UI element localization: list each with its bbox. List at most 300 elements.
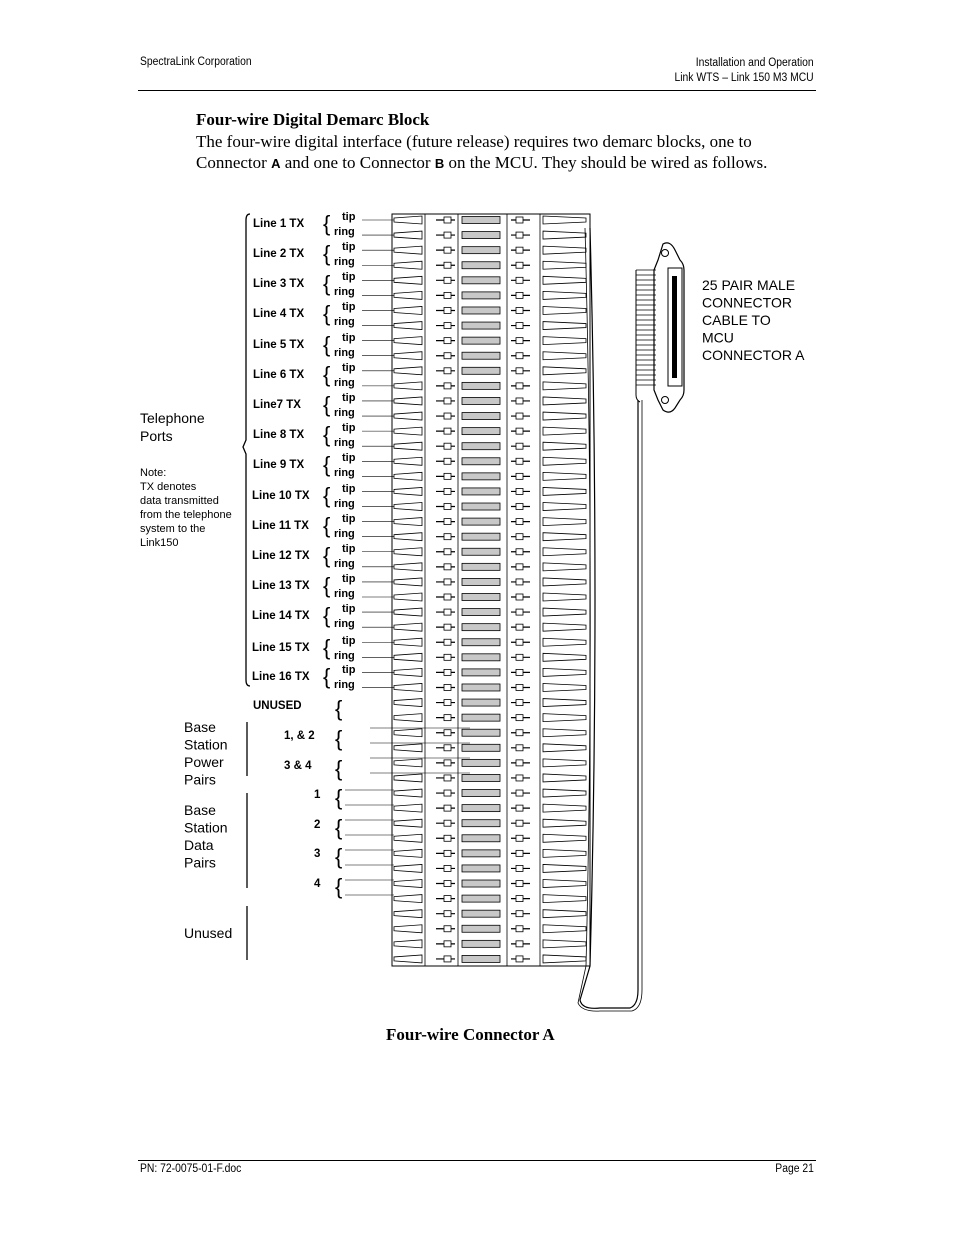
bridge-clip bbox=[462, 292, 500, 299]
bridge-clip bbox=[462, 594, 500, 601]
left-terminal-lug bbox=[444, 926, 451, 932]
cable-run bbox=[580, 228, 638, 1008]
left-terminal-lug bbox=[444, 564, 451, 570]
bridge-clip bbox=[462, 774, 500, 781]
right-clip bbox=[543, 246, 586, 254]
right-terminal-lug bbox=[516, 881, 523, 887]
bridge-clip bbox=[462, 639, 500, 646]
pair-brace: { bbox=[335, 844, 343, 869]
bridge-clip bbox=[462, 232, 500, 239]
right-clip bbox=[543, 849, 586, 857]
pair-brace: { bbox=[323, 392, 331, 417]
right-clip bbox=[543, 487, 586, 495]
pair-brace: { bbox=[323, 422, 331, 447]
right-terminal-lug bbox=[516, 368, 523, 374]
bridge-clip bbox=[462, 759, 500, 766]
bridge-clip bbox=[462, 910, 500, 917]
line-label: Line 6 TX bbox=[253, 369, 305, 381]
right-clip bbox=[543, 789, 586, 797]
block-row bbox=[394, 427, 586, 435]
bridge-clip bbox=[462, 458, 500, 465]
figure-caption: Four-wire Connector A bbox=[386, 1025, 555, 1044]
right-terminal-lug bbox=[516, 473, 523, 479]
pair-brace: { bbox=[323, 332, 331, 357]
pair-brace: { bbox=[335, 785, 343, 810]
block-row bbox=[394, 819, 586, 827]
left-terminal-lug bbox=[444, 488, 451, 494]
bridge-clip bbox=[462, 247, 500, 254]
bridge-clip bbox=[462, 955, 500, 962]
block-row bbox=[394, 744, 586, 752]
bridge-clip bbox=[462, 578, 500, 585]
power-pair-label: 1, & 2 bbox=[284, 730, 315, 742]
right-terminal-lug bbox=[516, 262, 523, 268]
left-terminal-lug bbox=[444, 504, 451, 510]
left-terminal-lug bbox=[444, 217, 451, 223]
bridge-clip bbox=[462, 473, 500, 480]
footer-rule bbox=[138, 1160, 816, 1161]
left-terminal-lug bbox=[444, 307, 451, 313]
footer-pn: PN: 72-0075-01-F.doc bbox=[140, 1163, 242, 1175]
left-clip bbox=[394, 849, 422, 857]
block-row bbox=[394, 759, 586, 767]
base-data-label: Station bbox=[184, 819, 228, 836]
bridge-clip bbox=[462, 684, 500, 691]
right-terminal-lug bbox=[516, 443, 523, 449]
block-row bbox=[394, 834, 586, 842]
ring-label: ring bbox=[334, 256, 355, 268]
block-row bbox=[394, 412, 586, 420]
tip-label: tip bbox=[342, 603, 356, 615]
bridge-clip bbox=[462, 307, 500, 314]
unused-pair-label: UNUSED bbox=[253, 700, 302, 712]
connector-25-pair bbox=[636, 243, 805, 412]
unused-bottom-label: Unused bbox=[184, 925, 233, 941]
bridge-clip bbox=[462, 217, 500, 224]
note-text: TX denotes bbox=[140, 481, 197, 493]
block-row bbox=[394, 533, 586, 541]
left-terminal-lug bbox=[444, 549, 451, 555]
para-start: The four-wire digital interface (future release) requires two demarc blocks, one to Connector bbox=[196, 132, 752, 172]
ring-label: ring bbox=[334, 558, 355, 570]
ring-label: ring bbox=[334, 618, 355, 630]
note-text: data transmitted bbox=[140, 495, 219, 507]
left-clip bbox=[394, 442, 422, 450]
block-row bbox=[394, 216, 586, 224]
connector-label: 25 PAIR MALE bbox=[702, 277, 796, 293]
block-row bbox=[394, 699, 586, 707]
right-clip bbox=[543, 367, 586, 375]
ring-label: ring bbox=[334, 407, 355, 419]
bridge-clip bbox=[462, 790, 500, 797]
right-clip bbox=[543, 472, 586, 480]
left-clip bbox=[394, 955, 422, 963]
right-terminal-lug bbox=[516, 292, 523, 298]
tip-label: tip bbox=[342, 271, 356, 283]
left-clip bbox=[394, 231, 422, 239]
tip-label: tip bbox=[342, 635, 356, 647]
right-clip bbox=[543, 729, 586, 737]
footer-page: Page 21 bbox=[775, 1163, 814, 1175]
ring-label: ring bbox=[334, 498, 355, 510]
right-clip bbox=[543, 925, 586, 933]
left-terminal-lug bbox=[444, 835, 451, 841]
left-terminal-lug bbox=[444, 247, 451, 253]
left-terminal-lug bbox=[444, 790, 451, 796]
block-row bbox=[394, 940, 586, 948]
line-label: Line 16 TX bbox=[252, 671, 310, 683]
left-clip bbox=[394, 895, 422, 903]
connector-a-ref: A bbox=[271, 156, 281, 171]
pair-brace: { bbox=[323, 635, 331, 660]
right-terminal-lug bbox=[516, 639, 523, 645]
header-doc-title-line2: Link WTS – Link 150 M3 MCU bbox=[674, 72, 814, 84]
right-terminal-lug bbox=[516, 307, 523, 313]
left-clip bbox=[394, 744, 422, 752]
base-data-label: Data bbox=[184, 837, 214, 853]
right-clip bbox=[543, 699, 586, 707]
line-label: Line 15 TX bbox=[252, 642, 310, 654]
bridge-clip bbox=[462, 443, 500, 450]
bridge-clip bbox=[462, 925, 500, 932]
bridge-clip bbox=[462, 699, 500, 706]
bridge-clip bbox=[462, 277, 500, 284]
right-clip bbox=[543, 834, 586, 842]
left-terminal-lug bbox=[444, 775, 451, 781]
bridge-clip bbox=[462, 850, 500, 857]
block-row bbox=[394, 638, 586, 646]
bridge-clip bbox=[462, 835, 500, 842]
note-text: Note: bbox=[140, 467, 167, 479]
bridge-clip bbox=[462, 548, 500, 555]
left-clip bbox=[394, 412, 422, 420]
block-row bbox=[394, 668, 586, 676]
power-pair-label: 3 & 4 bbox=[284, 760, 312, 772]
right-clip bbox=[543, 864, 586, 872]
left-terminal-lug bbox=[444, 865, 451, 871]
para-end: on the MCU. They should be wired as follows. bbox=[444, 153, 768, 172]
right-terminal-lug bbox=[516, 428, 523, 434]
left-terminal-lug bbox=[444, 684, 451, 690]
note-text: system to the bbox=[140, 523, 206, 535]
bridge-clip bbox=[462, 337, 500, 344]
line-label: Line 11 TX bbox=[252, 520, 309, 532]
left-clip bbox=[394, 322, 422, 330]
tip-label: tip bbox=[342, 301, 356, 313]
pair-brace: { bbox=[323, 483, 331, 508]
right-terminal-lug bbox=[516, 624, 523, 630]
left-terminal-lug bbox=[444, 413, 451, 419]
bridge-clip bbox=[462, 503, 500, 510]
bridge-clip bbox=[462, 714, 500, 721]
line-label: Line 5 TX bbox=[253, 339, 305, 351]
right-clip bbox=[543, 668, 586, 676]
right-clip bbox=[543, 578, 586, 586]
left-clip bbox=[394, 533, 422, 541]
left-terminal-lug bbox=[444, 579, 451, 585]
cable-run-inner bbox=[578, 228, 642, 1011]
line-label: Line7 TX bbox=[253, 399, 301, 411]
bridge-clip bbox=[462, 624, 500, 631]
connector-screw bbox=[662, 397, 669, 404]
left-clip bbox=[394, 834, 422, 842]
block-row bbox=[394, 578, 586, 586]
tip-label: tip bbox=[342, 452, 356, 464]
block-row bbox=[394, 608, 586, 616]
left-terminal-lug bbox=[444, 534, 451, 540]
pair-brace: { bbox=[335, 696, 343, 721]
left-clip bbox=[394, 864, 422, 872]
right-terminal-lug bbox=[516, 896, 523, 902]
right-terminal-lug bbox=[516, 519, 523, 525]
left-terminal-lug bbox=[444, 850, 451, 856]
left-clip bbox=[394, 367, 422, 375]
right-terminal-lug bbox=[516, 715, 523, 721]
left-clip bbox=[394, 548, 422, 556]
bridge-clip bbox=[462, 609, 500, 616]
left-clip bbox=[394, 427, 422, 435]
block-row bbox=[394, 714, 586, 722]
right-terminal-lug bbox=[516, 458, 523, 464]
bridge-clip bbox=[462, 352, 500, 359]
right-terminal-lug bbox=[516, 941, 523, 947]
line-label: Line 14 TX bbox=[252, 610, 310, 622]
left-terminal-lug bbox=[444, 896, 451, 902]
right-terminal-lug bbox=[516, 398, 523, 404]
right-clip bbox=[543, 653, 586, 661]
left-terminal-lug bbox=[444, 700, 451, 706]
left-terminal-lug bbox=[444, 730, 451, 736]
connector-b-ref: B bbox=[434, 156, 445, 171]
bridge-clip bbox=[462, 367, 500, 374]
right-terminal-lug bbox=[516, 488, 523, 494]
left-clip bbox=[394, 578, 422, 586]
right-clip bbox=[543, 910, 586, 918]
connector-screw bbox=[662, 250, 669, 257]
tip-label: tip bbox=[342, 362, 356, 374]
right-terminal-lug bbox=[516, 594, 523, 600]
connector-label: MCU bbox=[702, 329, 734, 346]
bridge-clip bbox=[462, 428, 500, 435]
tip-label: tip bbox=[342, 211, 356, 223]
tip-label: tip bbox=[342, 392, 356, 404]
left-terminal-lug bbox=[444, 594, 451, 600]
ring-label: ring bbox=[334, 650, 355, 662]
left-clip bbox=[394, 729, 422, 737]
right-clip bbox=[543, 503, 586, 511]
bridge-clip bbox=[462, 820, 500, 827]
block-row bbox=[394, 231, 586, 239]
left-clip bbox=[394, 518, 422, 526]
block-row bbox=[394, 653, 586, 661]
block-row bbox=[394, 895, 586, 903]
block-row bbox=[394, 322, 586, 330]
right-terminal-lug bbox=[516, 760, 523, 766]
block-row bbox=[394, 864, 586, 872]
right-clip bbox=[543, 442, 586, 450]
pair-brace: { bbox=[335, 726, 343, 751]
left-terminal-lug bbox=[444, 398, 451, 404]
right-terminal-lug bbox=[516, 549, 523, 555]
line-label: Line 8 TX bbox=[253, 429, 305, 441]
tip-label: tip bbox=[342, 422, 356, 434]
bridge-clip bbox=[462, 940, 500, 947]
line-label: Line 4 TX bbox=[253, 308, 305, 320]
right-terminal-lug bbox=[516, 956, 523, 962]
bridge-clip bbox=[462, 413, 500, 420]
right-clip bbox=[543, 457, 586, 465]
left-terminal-lug bbox=[444, 805, 451, 811]
right-terminal-lug bbox=[516, 353, 523, 359]
left-clip bbox=[394, 593, 422, 601]
right-terminal-lug bbox=[516, 564, 523, 570]
line-label: Line 10 TX bbox=[252, 490, 310, 502]
right-clip bbox=[543, 744, 586, 752]
left-terminal-lug bbox=[444, 473, 451, 479]
right-clip bbox=[543, 683, 586, 691]
right-terminal-lug bbox=[516, 820, 523, 826]
pair-brace: { bbox=[323, 573, 331, 598]
base-data-label: Pairs bbox=[184, 854, 216, 871]
block-row bbox=[394, 880, 586, 888]
left-clip bbox=[394, 457, 422, 465]
block-row bbox=[394, 337, 586, 345]
left-clip bbox=[394, 337, 422, 345]
left-terminal-lug bbox=[444, 443, 451, 449]
left-terminal-lug bbox=[444, 458, 451, 464]
right-terminal-lug bbox=[516, 684, 523, 690]
telephone-ports-bracket bbox=[243, 214, 250, 686]
left-terminal-lug bbox=[444, 639, 451, 645]
pair-brace: { bbox=[323, 211, 331, 236]
right-clip bbox=[543, 804, 586, 812]
right-terminal-lug bbox=[516, 338, 523, 344]
left-clip bbox=[394, 382, 422, 390]
right-clip bbox=[543, 291, 586, 299]
block-row bbox=[394, 774, 586, 782]
bridge-clip bbox=[462, 518, 500, 525]
block-row bbox=[394, 623, 586, 631]
base-data-label: Base bbox=[184, 802, 216, 818]
right-terminal-lug bbox=[516, 232, 523, 238]
base-power-label: Station bbox=[184, 736, 228, 753]
connector-slot bbox=[672, 276, 677, 378]
block-row bbox=[394, 261, 586, 269]
left-terminal-lug bbox=[444, 911, 451, 917]
block-row bbox=[394, 291, 586, 299]
connector-label: CONNECTOR A bbox=[702, 347, 805, 363]
left-terminal-lug bbox=[444, 941, 451, 947]
left-clip bbox=[394, 880, 422, 888]
left-clip bbox=[394, 759, 422, 767]
right-clip bbox=[543, 548, 586, 556]
left-clip bbox=[394, 714, 422, 722]
right-clip bbox=[543, 397, 586, 405]
right-terminal-lug bbox=[516, 247, 523, 253]
pair-brace: { bbox=[323, 452, 331, 477]
left-terminal-lug bbox=[444, 881, 451, 887]
bridge-clip bbox=[462, 563, 500, 570]
pair-brace: { bbox=[335, 756, 343, 781]
ring-label: ring bbox=[334, 588, 355, 600]
left-clip bbox=[394, 397, 422, 405]
left-terminal-lug bbox=[444, 292, 451, 298]
right-clip bbox=[543, 412, 586, 420]
bridge-clip bbox=[462, 744, 500, 751]
right-terminal-lug bbox=[516, 669, 523, 675]
ring-label: ring bbox=[334, 377, 355, 389]
pair-brace: { bbox=[323, 301, 331, 326]
right-terminal-lug bbox=[516, 835, 523, 841]
left-clip bbox=[394, 804, 422, 812]
right-terminal-lug bbox=[516, 323, 523, 329]
telephone-ports-label: Telephone bbox=[140, 410, 205, 426]
line-label: Line 3 TX bbox=[253, 278, 305, 290]
base-power-label: Pairs bbox=[184, 771, 216, 788]
right-clip bbox=[543, 427, 586, 435]
left-clip bbox=[394, 699, 422, 707]
right-terminal-lug bbox=[516, 579, 523, 585]
left-clip bbox=[394, 503, 422, 511]
bridge-clip bbox=[462, 895, 500, 902]
right-clip bbox=[543, 623, 586, 631]
line-label: Line 9 TX bbox=[253, 459, 305, 471]
left-terminal-lug bbox=[444, 353, 451, 359]
header-doc-title-line1: Installation and Operation bbox=[696, 57, 814, 69]
right-clip bbox=[543, 608, 586, 616]
bridge-clip bbox=[462, 654, 500, 661]
left-clip bbox=[394, 276, 422, 284]
block-row bbox=[394, 593, 586, 601]
pair-brace: { bbox=[323, 543, 331, 568]
left-terminal-lug bbox=[444, 519, 451, 525]
data-pair-label: 1 bbox=[314, 789, 321, 801]
note-text: Link150 bbox=[140, 537, 179, 549]
left-terminal-lug bbox=[444, 715, 451, 721]
ring-label: ring bbox=[334, 316, 355, 328]
pair-brace: { bbox=[323, 241, 331, 266]
right-terminal-lug bbox=[516, 383, 523, 389]
left-terminal-lug bbox=[444, 669, 451, 675]
pair-brace: { bbox=[323, 664, 331, 689]
right-terminal-lug bbox=[516, 700, 523, 706]
left-clip bbox=[394, 910, 422, 918]
left-terminal-lug bbox=[444, 609, 451, 615]
block-row bbox=[394, 246, 586, 254]
left-clip bbox=[394, 563, 422, 571]
right-terminal-lug bbox=[516, 911, 523, 917]
left-clip bbox=[394, 216, 422, 224]
right-terminal-lug bbox=[516, 277, 523, 283]
right-clip bbox=[543, 533, 586, 541]
right-terminal-lug bbox=[516, 775, 523, 781]
bridge-clip bbox=[462, 322, 500, 329]
data-pair-label: 2 bbox=[314, 819, 321, 831]
connector-label: CONNECTOR bbox=[702, 294, 792, 311]
left-terminal-lug bbox=[444, 745, 451, 751]
bridge-clip bbox=[462, 880, 500, 887]
tip-label: tip bbox=[342, 513, 356, 525]
tip-label: tip bbox=[342, 332, 356, 344]
right-clip bbox=[543, 382, 586, 390]
left-clip bbox=[394, 789, 422, 797]
right-terminal-lug bbox=[516, 504, 523, 510]
block-row bbox=[394, 472, 586, 480]
right-clip bbox=[543, 940, 586, 948]
right-clip bbox=[543, 306, 586, 314]
left-terminal-lug bbox=[444, 760, 451, 766]
left-terminal-lug bbox=[444, 277, 451, 283]
